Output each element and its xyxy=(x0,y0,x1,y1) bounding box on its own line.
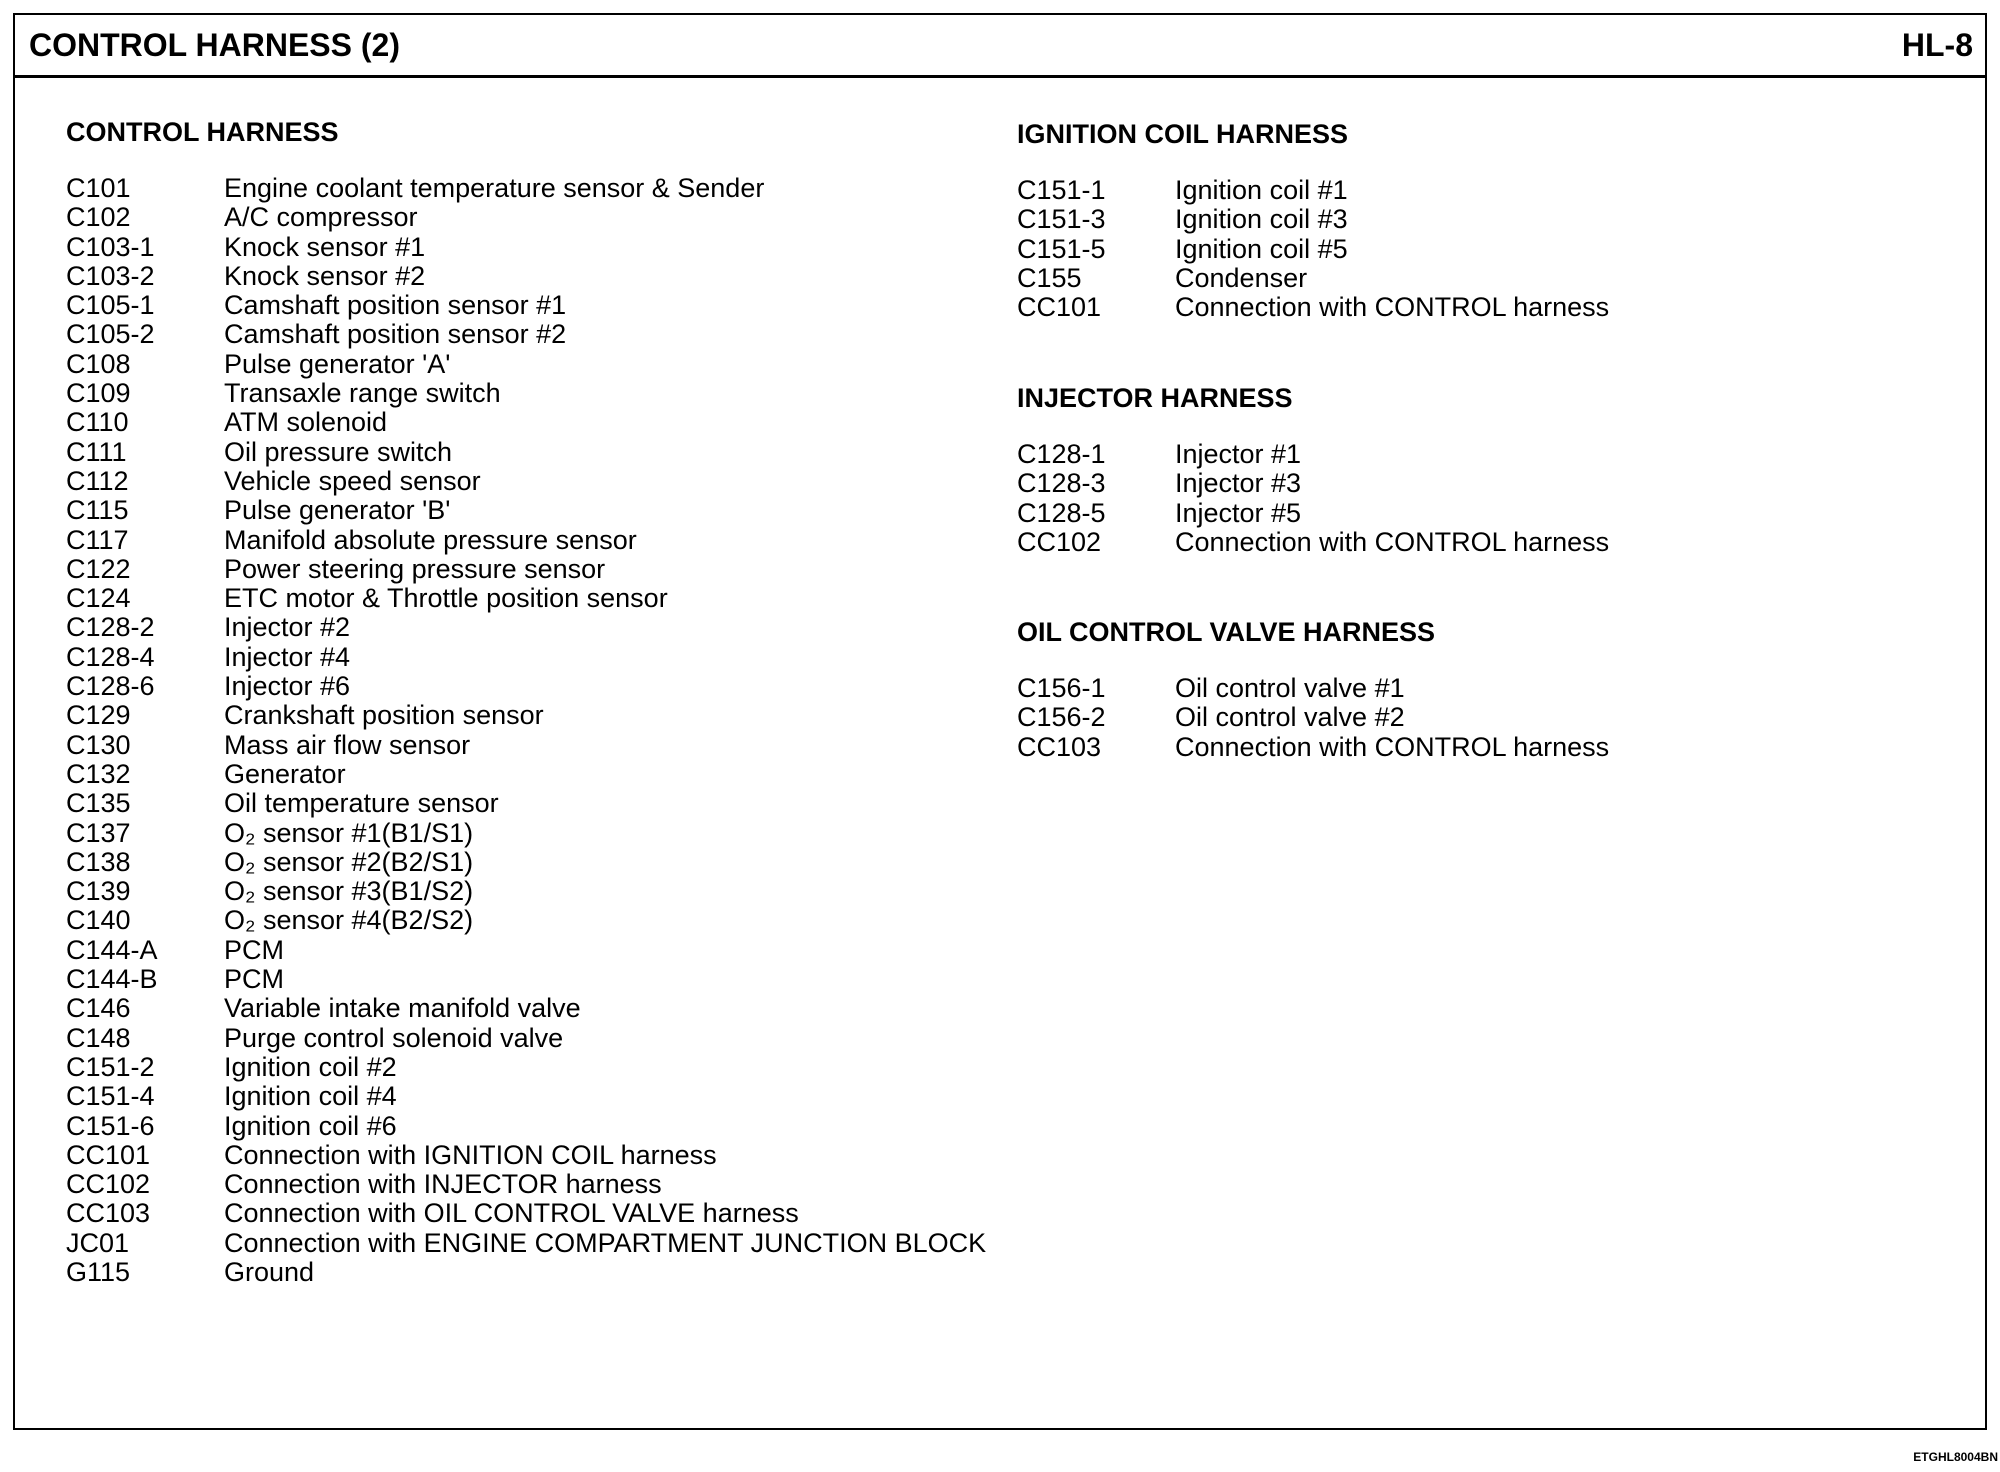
connector-row xyxy=(1017,176,1717,205)
connector-row xyxy=(66,819,1006,848)
connector-code: C151-5 xyxy=(1017,233,1106,264)
connector-row xyxy=(66,496,1006,525)
connector-code: C146 xyxy=(66,993,131,1024)
connector-row xyxy=(66,203,1006,232)
connector-code: C103-1 xyxy=(66,231,155,262)
connector-code: C151-3 xyxy=(1017,204,1106,235)
connector-row xyxy=(66,1082,1006,1111)
connector-row xyxy=(66,848,1006,877)
connector-description: Pulse generator 'B' xyxy=(224,495,451,526)
connector-row xyxy=(66,1141,1006,1170)
connector-row xyxy=(66,350,1006,379)
connector-row xyxy=(66,1024,1006,1053)
connector-description: PCM xyxy=(224,934,284,965)
connector-description: Camshaft position sensor #2 xyxy=(224,319,567,350)
connector-code: C115 xyxy=(66,495,129,526)
connector-description: Transaxle range switch xyxy=(224,378,501,409)
connector-code: C111 xyxy=(66,436,127,467)
injector-harness-section xyxy=(1017,382,1717,557)
connector-code: C109 xyxy=(66,378,131,409)
connector-description: Knock sensor #1 xyxy=(224,231,426,262)
connector-code: C128-3 xyxy=(1017,468,1106,499)
connector-row xyxy=(66,467,1006,496)
connector-description: Injector #5 xyxy=(1175,497,1302,528)
connector-description: Engine coolant temperature sensor & Sender xyxy=(224,173,765,203)
connector-description: Oil temperature sensor xyxy=(224,788,499,819)
connector-row xyxy=(1017,235,1717,264)
connector-code: C103-2 xyxy=(66,260,155,291)
connector-description: Connection with CONTROL harness xyxy=(1175,526,1610,557)
connector-description: Ground xyxy=(224,1256,315,1287)
connector-code: C156-1 xyxy=(1017,673,1106,703)
connector-code: CC101 xyxy=(66,1139,151,1170)
control-harness-section xyxy=(66,116,1006,1287)
connector-row xyxy=(1017,205,1717,234)
connector-code: C122 xyxy=(66,553,131,584)
connector-row xyxy=(66,320,1006,349)
section-title: INJECTOR HARNESS xyxy=(1017,383,1293,413)
connector-description: Connection with ENGINE COMPARTMENT JUNCTION BLOCK xyxy=(224,1227,987,1258)
connector-description: Oil pressure switch xyxy=(224,436,453,467)
connector-description: Connection with INJECTOR harness xyxy=(224,1169,662,1200)
connector-code: C128-4 xyxy=(66,641,155,672)
connector-description: Injector #1 xyxy=(1175,439,1302,469)
connector-row xyxy=(66,1170,1006,1199)
connector-row xyxy=(1017,703,1717,732)
connector-code: C129 xyxy=(66,700,131,731)
connector-code: C132 xyxy=(66,758,131,789)
connector-code: CC103 xyxy=(1017,731,1102,762)
connector-description: O₂ sensor #3(B1/S2) xyxy=(224,876,474,907)
connector-code: C137 xyxy=(66,817,131,848)
connector-row xyxy=(66,701,1006,730)
connector-code: C128-1 xyxy=(1017,439,1106,469)
connector-code: C112 xyxy=(66,465,129,496)
connector-row xyxy=(66,906,1006,935)
connector-code: C128-6 xyxy=(66,671,155,702)
connector-description: Purge control solenoid valve xyxy=(224,1022,564,1053)
connector-row xyxy=(1017,733,1717,762)
connector-description: Camshaft position sensor #1 xyxy=(224,290,567,321)
connector-code: CC102 xyxy=(66,1169,151,1200)
connector-description: O₂ sensor #4(B2/S2) xyxy=(224,905,474,936)
connector-row xyxy=(66,526,1006,555)
connector-description: Manifold absolute pressure sensor xyxy=(224,524,637,555)
connector-row xyxy=(66,613,1006,642)
connector-row xyxy=(66,760,1006,789)
connector-row xyxy=(66,994,1006,1023)
connector-row xyxy=(66,555,1006,584)
connector-description: Knock sensor #2 xyxy=(224,260,426,291)
connector-description: Mass air flow sensor xyxy=(224,729,471,760)
section-title: IGNITION COIL HARNESS xyxy=(1017,119,1349,149)
document-code: ETGHL8004BN xyxy=(1913,1450,1998,1464)
connector-code: C155 xyxy=(1017,262,1082,293)
page-number: HL-8 xyxy=(1901,27,1973,63)
connector-description: Crankshaft position sensor xyxy=(224,700,544,731)
connector-code: C140 xyxy=(66,905,131,936)
connector-description: O₂ sensor #1(B1/S1) xyxy=(224,817,474,848)
connector-description: Connection with CONTROL harness xyxy=(1175,731,1610,762)
connector-row xyxy=(66,291,1006,320)
connector-description: ETC motor & Throttle position sensor xyxy=(224,583,668,614)
connector-description: A/C compressor xyxy=(224,202,418,233)
connector-description: Injector #3 xyxy=(1175,468,1302,499)
connector-description: Condenser xyxy=(1175,262,1308,293)
connector-row xyxy=(66,965,1006,994)
connector-description: Vehicle speed sensor xyxy=(224,465,481,496)
connector-code: C138 xyxy=(66,846,131,877)
connector-code: C105-1 xyxy=(66,290,155,321)
connector-description: Ignition coil #3 xyxy=(1175,204,1348,235)
connector-row xyxy=(66,1053,1006,1082)
connector-description: Connection with OIL CONTROL VALVE harness xyxy=(224,1198,799,1229)
connector-row xyxy=(66,1112,1006,1141)
connector-row xyxy=(1017,264,1717,293)
connector-code: C102 xyxy=(66,202,131,233)
connector-description: Power steering pressure sensor xyxy=(224,553,606,584)
connector-description: O₂ sensor #2(B2/S1) xyxy=(224,846,474,877)
connector-description: Pulse generator 'A' xyxy=(224,348,451,379)
connector-code: C124 xyxy=(66,583,131,614)
connector-code: C128-2 xyxy=(66,612,155,643)
connector-code: CC103 xyxy=(66,1198,151,1229)
connector-description: Injector #6 xyxy=(224,671,351,702)
connector-row xyxy=(66,731,1006,760)
connector-row xyxy=(66,936,1006,965)
connector-row xyxy=(66,1199,1006,1228)
connector-description: Injector #4 xyxy=(224,641,351,672)
connector-code: C130 xyxy=(66,729,131,760)
connector-code: C151-4 xyxy=(66,1081,155,1112)
connector-description: Ignition coil #4 xyxy=(224,1081,397,1112)
connector-code: C151-2 xyxy=(66,1051,155,1082)
connector-code: G115 xyxy=(66,1256,131,1287)
connector-description: Generator xyxy=(224,758,346,789)
connector-code: C135 xyxy=(66,788,131,819)
section-title: CONTROL HARNESS xyxy=(66,117,339,147)
connector-code: CC101 xyxy=(1017,292,1102,323)
connector-row xyxy=(66,789,1006,818)
connector-row xyxy=(66,174,1006,203)
oil-control-valve-harness-section xyxy=(1017,616,1717,762)
connector-description: Connection with IGNITION COIL harness xyxy=(224,1139,717,1170)
connector-description: Injector #2 xyxy=(224,612,351,643)
connector-description: Ignition coil #5 xyxy=(1175,233,1348,264)
connector-code: C128-5 xyxy=(1017,497,1106,528)
connector-row xyxy=(66,233,1006,262)
connector-code: CC102 xyxy=(1017,526,1102,557)
connector-row xyxy=(1017,293,1717,322)
connector-code: C101 xyxy=(66,173,131,203)
connector-row xyxy=(66,438,1006,467)
connector-row xyxy=(66,877,1006,906)
connector-description: Ignition coil #1 xyxy=(1175,175,1348,205)
connector-description: Oil control valve #1 xyxy=(1175,673,1405,703)
connector-code: C105-2 xyxy=(66,319,155,350)
connector-row xyxy=(66,584,1006,613)
section-title: OIL CONTROL VALVE HARNESS xyxy=(1017,617,1436,647)
connector-code: C144-B xyxy=(66,964,158,995)
header-bar xyxy=(15,15,1985,78)
connector-code: C156-2 xyxy=(1017,702,1106,733)
connector-row xyxy=(66,672,1006,701)
ignition-coil-harness-section xyxy=(1017,118,1717,322)
connector-row xyxy=(66,379,1006,408)
connector-row xyxy=(1017,528,1717,557)
connector-row xyxy=(66,1229,1006,1258)
connector-row xyxy=(1017,440,1717,469)
connector-row xyxy=(66,643,1006,672)
connector-description: Connection with CONTROL harness xyxy=(1175,292,1610,323)
connector-code: C117 xyxy=(66,524,129,555)
connector-description: Ignition coil #2 xyxy=(224,1051,397,1082)
connector-description: Ignition coil #6 xyxy=(224,1110,397,1141)
connector-code: C151-1 xyxy=(1017,175,1106,205)
connector-description: ATM solenoid xyxy=(224,407,388,438)
connector-code: C110 xyxy=(66,407,129,438)
connector-description: Oil control valve #2 xyxy=(1175,702,1405,733)
page-title: CONTROL HARNESS (2) xyxy=(29,27,400,63)
connector-code: C108 xyxy=(66,348,131,379)
connector-code: C139 xyxy=(66,876,131,907)
connector-row xyxy=(66,262,1006,291)
connector-row xyxy=(1017,469,1717,498)
connector-code: C151-6 xyxy=(66,1110,155,1141)
connector-row xyxy=(66,1258,1006,1287)
connector-description: PCM xyxy=(224,964,284,995)
connector-code: C148 xyxy=(66,1022,131,1053)
connector-row xyxy=(1017,499,1717,528)
connector-row xyxy=(1017,674,1717,703)
connector-row xyxy=(66,408,1006,437)
connector-code: JC01 xyxy=(66,1227,130,1258)
connector-description: Variable intake manifold valve xyxy=(224,993,581,1024)
connector-code: C144-A xyxy=(66,934,158,965)
